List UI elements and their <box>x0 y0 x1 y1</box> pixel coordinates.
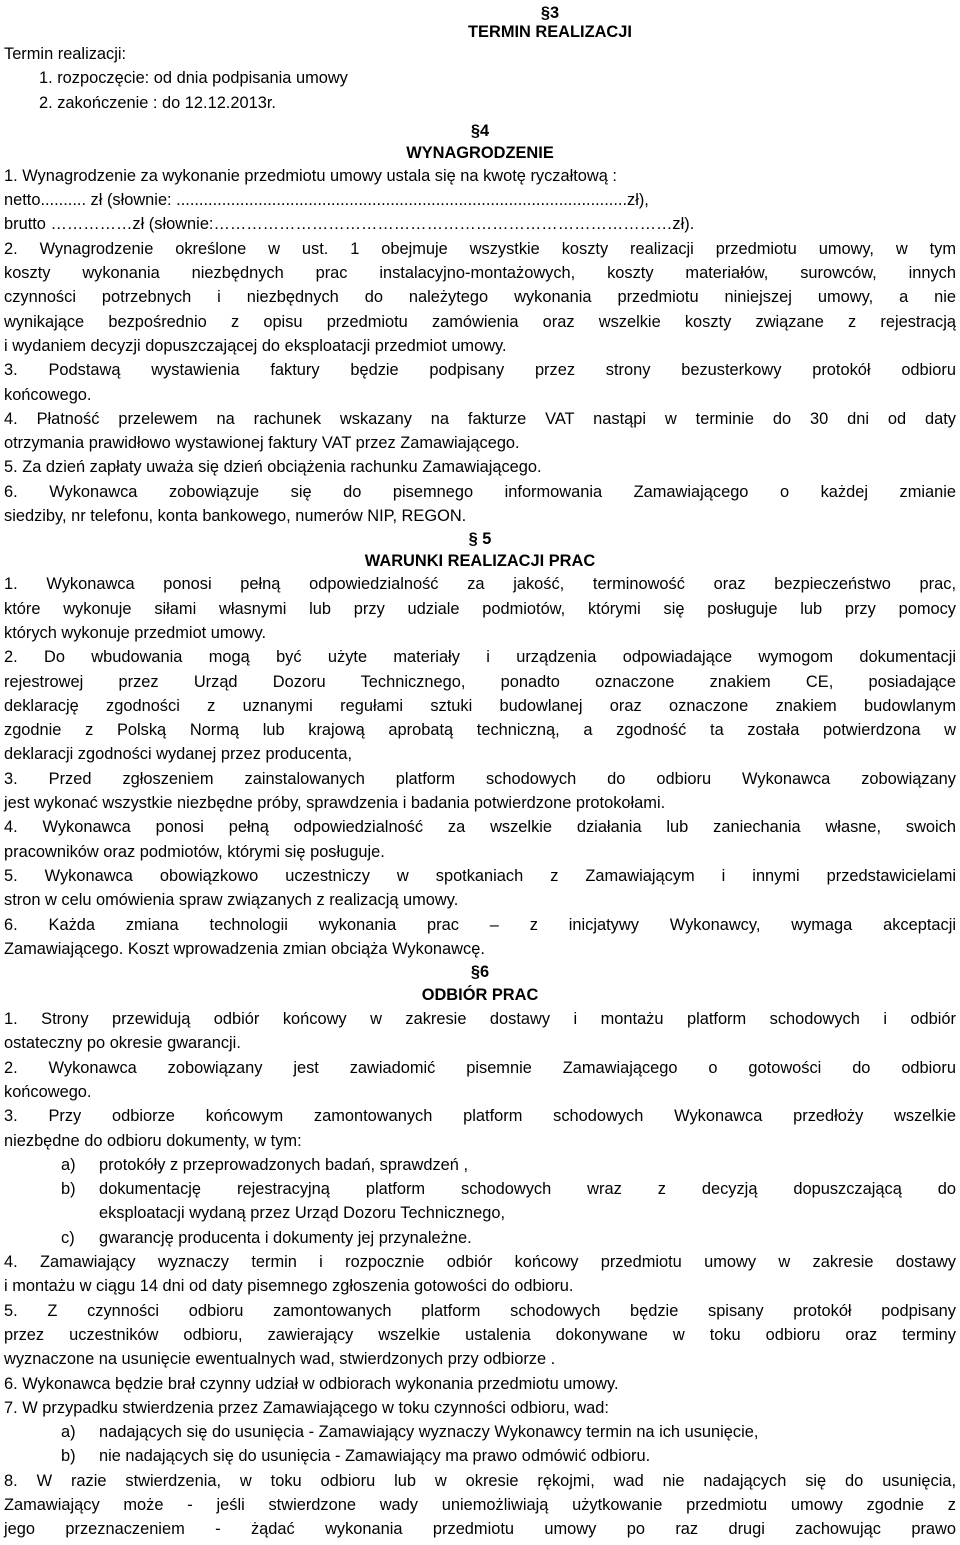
section-6-title: ODBIÓR PRAC <box>421 986 539 1005</box>
list-item-text: eksploatacji wydaną przez Urząd Dozoru Technicznego, <box>99 1204 506 1223</box>
termin-list <box>4 66 956 115</box>
section-5-title: WARUNKI REALIZACJI PRAC <box>364 552 596 571</box>
paragraph-line: 7. W przypadku stwierdzenia przez Zamawiającego w toku czynności odbioru, wad: <box>4 1398 609 1417</box>
paragraph-line: zgodnie z Polską Normą lub krajową aprobatą techniczną, a zgodność ta została potwierdzona w <box>4 721 956 740</box>
paragraph-line: siedziby, nr telefonu, konta bankowego, numerów NIP, REGON. <box>4 507 467 526</box>
paragraph-line: 2. Wykonawca zobowiązany jest zawiadomić pisemnie Zamawiającego o gotowości do odbioru <box>4 1058 956 1077</box>
paragraph-line: i montażu w ciągu 14 dni od daty pisemnego zgłoszenia gotowości do odbioru. <box>4 1277 574 1296</box>
paragraph-line: 8. W razie stwierdzenia, w toku odbioru lub w okresie rękojmi, wad nie nadających się do usunięcia, <box>4 1471 956 1490</box>
paragraph-line: ostateczny po okresie gwarancji. <box>4 1034 241 1053</box>
section-5-number: § 5 <box>468 530 492 549</box>
paragraph-line: pracowników oraz podmiotów, którymi się posługuje. <box>4 842 385 861</box>
list-item <box>61 1420 956 1444</box>
paragraph-line: niezbędne do odbioru dokumenty, w tym: <box>4 1131 302 1150</box>
list-item-text: nadających się do usunięcia - Zamawiający wyznaczy Wykonawcy termin na ich usunięcie, <box>99 1423 759 1442</box>
section-4-number: §4 <box>470 121 490 140</box>
section-4-title: WYNAGRODZENIE <box>406 143 554 162</box>
list-item: 2. zakończenie : do 12.12.2013r. <box>39 93 276 112</box>
section-3-number: §3 <box>540 4 560 22</box>
paragraph-line: koszty wykonania niezbędnych prac instalacyjno-montażowych, koszty materiałów, surowców, innych <box>4 264 956 283</box>
paragraph-line: 1. Wykonawca ponosi pełną odpowiedzialność za jakość, terminowość oraz bezpieczeństwo prac, <box>4 575 956 594</box>
list-item-label: b) <box>61 1180 76 1199</box>
list-item <box>61 1177 956 1201</box>
paragraph-line: których wykonuje przedmiot umowy. <box>4 623 267 642</box>
paragraph-line: końcowego. <box>4 1082 92 1101</box>
paragraph-line: 5. Z czynności odbioru zamontowanych platform schodowych będzie spisany protokół podpisany <box>4 1301 956 1320</box>
paragraph-line: 3. Przed zgłoszeniem zainstalowanych platform schodowych do odbioru Wykonawca zobowiązany <box>4 769 956 788</box>
list-item-text: dokumentację rejestracyjną platform schodowych wraz z decyzją dopuszczającą do <box>99 1180 956 1199</box>
paragraph-line: stron w celu omówienia spraw związanych z realizacją umowy. <box>4 891 459 910</box>
paragraph-line: otrzymania prawidłowo wystawionej faktury VAT przez Zamawiającego. <box>4 434 520 453</box>
paragraph-line: 4. Płatność przelewem na rachunek wskazany na fakturze VAT nastąpi w terminie do 30 dni od daty <box>4 409 956 428</box>
list-item <box>61 1444 956 1468</box>
list-item-label: b) <box>61 1447 76 1466</box>
documents-list <box>4 1153 956 1250</box>
section-6-number: §6 <box>470 963 490 982</box>
paragraph-line: 2. Wynagrodzenie określone w ust. 1 obejmuje wszystkie koszty realizacji przedmiotu umowy, w tym <box>4 239 956 258</box>
termin-intro: Termin realizacji: <box>4 45 127 63</box>
paragraph-line: i wydaniem decyzji dopuszczającej do eksploatacji przedmiot umowy. <box>4 336 507 355</box>
paragraph-line: 3. Przy odbiorze końcowym zamontowanych platform schodowych Wykonawca przedłoży wszelkie <box>4 1107 956 1126</box>
paragraph-line: jest wykonać wszystkie niezbędne próby, sprawdzenia i badania potwierdzone protokołami. <box>4 794 666 813</box>
list-item <box>61 1226 956 1250</box>
paragraph-line: jego przeznaczeniem - żądać wykonania przedmiotu umowy po raz drugi zachowując prawo <box>4 1520 956 1539</box>
list-item-label: a) <box>61 1155 76 1174</box>
list-item-label: c) <box>61 1228 75 1247</box>
paragraph-line: 6. Każda zmiana technologii wykonania prac – z inicjatywy Wykonawcy, wymaga akceptacji <box>4 915 956 934</box>
list-item <box>61 1153 956 1177</box>
paragraph-line: 5. Za dzień zapłaty uważa się dzień obciążenia rachunku Zamawiającego. <box>4 458 542 477</box>
paragraph-line: deklarację zgodności z uznanymi regułami sztuki budowlanej oraz oznaczone znakiem budowlanym <box>4 696 956 715</box>
paragraph-line: deklaracji zgodności wydanej przez producenta, <box>4 745 353 764</box>
paragraph-line: wynikające bezpośrednio z opisu przedmiotu zamówienia oraz wszelkie koszty związane z rejestracją <box>4 312 956 331</box>
paragraph-line: Zamawiający może - jeśli stwierdzone wady uniemożliwiają użytkowanie przedmiotu umowy zgodnie z <box>4 1496 956 1515</box>
paragraph-line: Zamawiającego. Koszt wprowadzenia zmian obciąża Wykonawcę. <box>4 939 485 958</box>
paragraph-line: czynności potrzebnych i niezbędnych do należytego wykonania przedmiotu niniejszej umowy, a nie <box>4 288 956 307</box>
paragraph-line: przez uczestników odbioru, zawierający wszelkie ustalenia dokonywane w toku odbioru oraz terminy <box>4 1325 956 1344</box>
paragraph-line: wyznaczone na usunięcie ewentualnych wad, stwierdzonych przy odbiorze . <box>4 1350 556 1369</box>
paragraph-line: brutto ……………zł (słownie:…………………………………………………………………………zł). <box>4 215 695 234</box>
paragraph-line: 1. Wynagrodzenie za wykonanie przedmiotu umowy ustala się na kwotę ryczałtową : <box>4 166 617 185</box>
list-item-continuation <box>61 1201 956 1225</box>
paragraph-line: 5. Wykonawca obowiązkowo uczestniczy w spotkaniach z Zamawiającym i innymi przedstawicielami <box>4 866 956 885</box>
paragraph-line: 2. Do wbudowania mogą być użyte materiały i urządzenia odpowiadające wymogom dokumentacji <box>4 648 956 667</box>
paragraph-line: netto.......... zł (słownie: ...................................................................................................zł), <box>4 191 649 210</box>
paragraph-line: rejestrowej przez Urząd Dozoru Technicznego, ponadto oznaczone znakiem CE, posiadające <box>4 672 956 691</box>
paragraph-line: 3. Podstawą wystawienia faktury będzie podpisany przez strony bezusterkowy protokół odbioru <box>4 361 956 380</box>
paragraph-line: 6. Wykonawca zobowiązuje się do pisemnego informowania Zamawiającego o każdej zmianie <box>4 482 956 501</box>
list-item-text: gwarancję producenta i dokumenty jej przynależne. <box>99 1228 472 1247</box>
paragraph-line: które wykonuje siłami własnymi lub przy udziale podmiotów, którymi się posługuje lub przy pomocy <box>4 599 956 618</box>
paragraph-line: 4. Zamawiający wyznaczy termin i rozpocznie odbiór końcowy przedmiotu umowy w zakresie dostawy <box>4 1253 956 1272</box>
paragraph-line: końcowego. <box>4 385 92 404</box>
section-3-title: TERMIN REALIZACJI <box>468 23 632 41</box>
list-item: 1. rozpoczęcie: od dnia podpisania umowy <box>39 69 348 88</box>
paragraph-line: 4. Wykonawca ponosi pełną odpowiedzialność za wszelkie działania lub zaniechania własne, swoich <box>4 818 956 837</box>
defects-list <box>4 1420 956 1469</box>
paragraph-line: 6. Wykonawca będzie brał czynny udział w odbiorach wykonania przedmiotu umowy. <box>4 1374 619 1393</box>
list-item-text: nie nadających się do usunięcia - Zamawiający ma prawo odmówić odbioru. <box>99 1447 651 1466</box>
list-item-label: a) <box>61 1423 76 1442</box>
paragraph-line: 1. Strony przewidują odbiór końcowy w zakresie dostawy i montażu platform schodowych i odbiór <box>4 1010 956 1029</box>
list-item-text: protokóły z przeprowadzonych badań, sprawdzeń , <box>99 1155 468 1174</box>
